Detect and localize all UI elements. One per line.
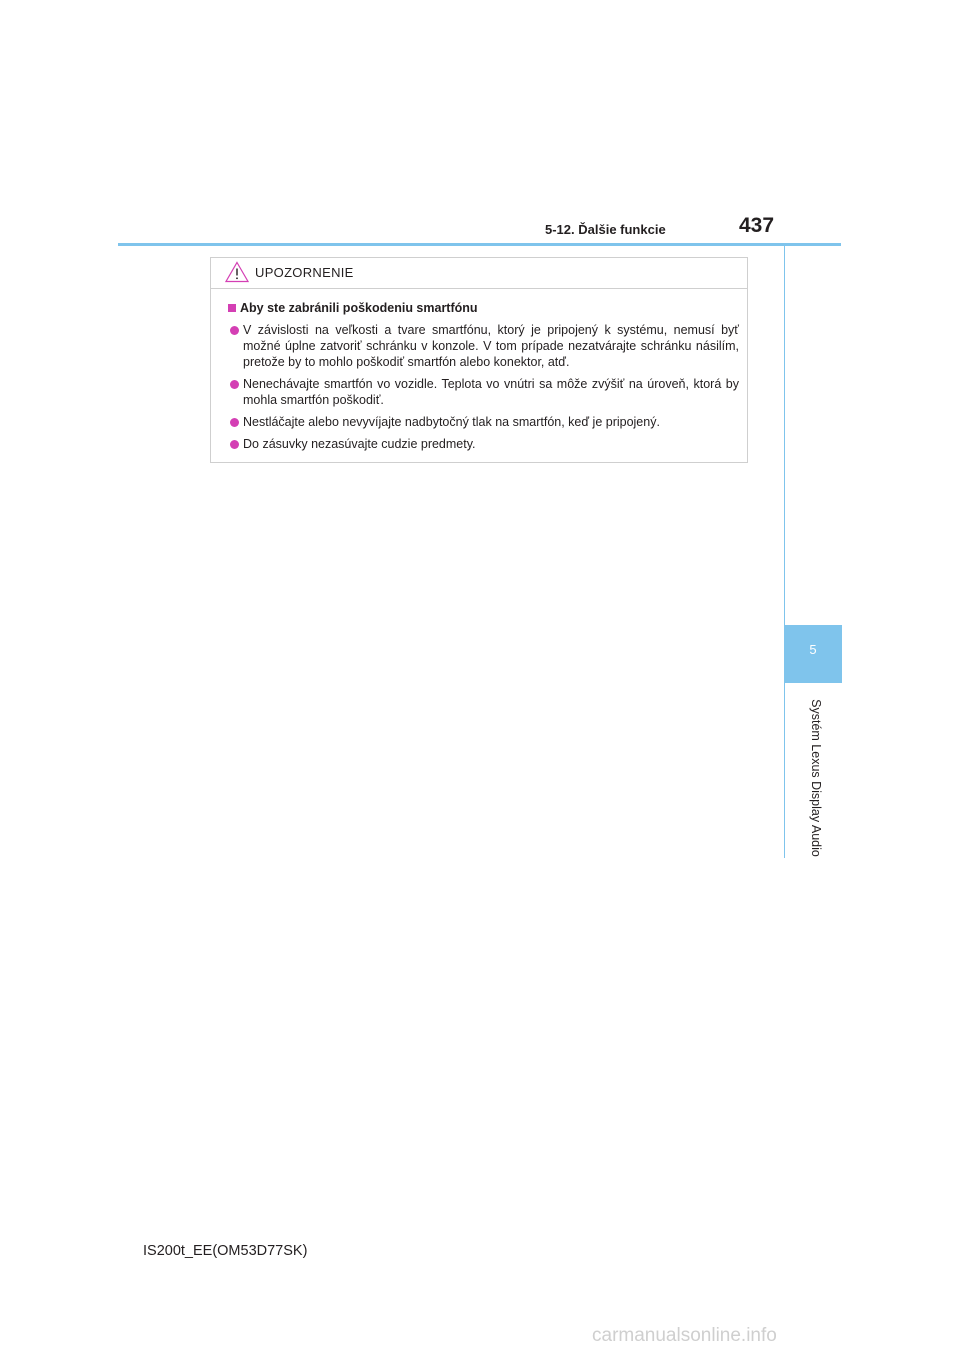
dot-bullet-icon: [230, 418, 239, 427]
watermark: carmanualsonline.info: [592, 1325, 777, 1346]
chapter-number: 5: [809, 642, 817, 657]
dot-bullet-icon: [230, 380, 239, 389]
header-rule: [118, 243, 841, 246]
caution-box: [210, 257, 748, 463]
chapter-label: Systém Lexus Display Audio: [809, 699, 823, 857]
caution-header: [211, 258, 747, 289]
subheading-text: Aby ste zabránili poškodeniu smartfónu: [240, 301, 478, 315]
bullet-item: [228, 376, 739, 408]
bullet-text: Do zásuvky nezasúvajte cudzie predmety.: [243, 437, 476, 451]
bullet-item: [228, 436, 739, 452]
side-divider: [784, 246, 785, 858]
page-number: 437: [739, 214, 775, 237]
bullet-item: [228, 414, 739, 430]
bullet-text: Nenechávajte smartfón vo vozidle. Teplota vo vnútri sa môže zvýšiť na úroveň, ktorá by mohla smartfón poškodiť.: [243, 377, 739, 407]
chapter-tab: [784, 625, 842, 683]
bullet-text: V závislosti na veľkosti a tvare smartfónu, ktorý je pripojený k systému, nemusí byť možné úplne zatvoriť schránku v konzole. V tom prípade nezatvárajte schránku násilím, pretože by to mohlo poškodiť smartfón alebo konektor, atď.: [243, 323, 739, 369]
document-code: IS200t_EE(OM53D77SK): [143, 1243, 308, 1259]
bullet-text: Nestláčajte alebo nevyvíjajte nadbytočný tlak na smartfón, keď je pripojený.: [243, 415, 660, 429]
warning-triangle-icon: [225, 261, 249, 283]
dot-bullet-icon: [230, 326, 239, 335]
caution-body: [211, 289, 747, 452]
square-bullet-icon: [228, 304, 236, 312]
section-title: 5-12. Ďalšie funkcie: [545, 222, 666, 237]
bullet-item: [228, 322, 739, 370]
dot-bullet-icon: [230, 440, 239, 449]
caution-subheading: [228, 301, 739, 315]
caution-title: UPOZORNENIE: [255, 265, 354, 280]
